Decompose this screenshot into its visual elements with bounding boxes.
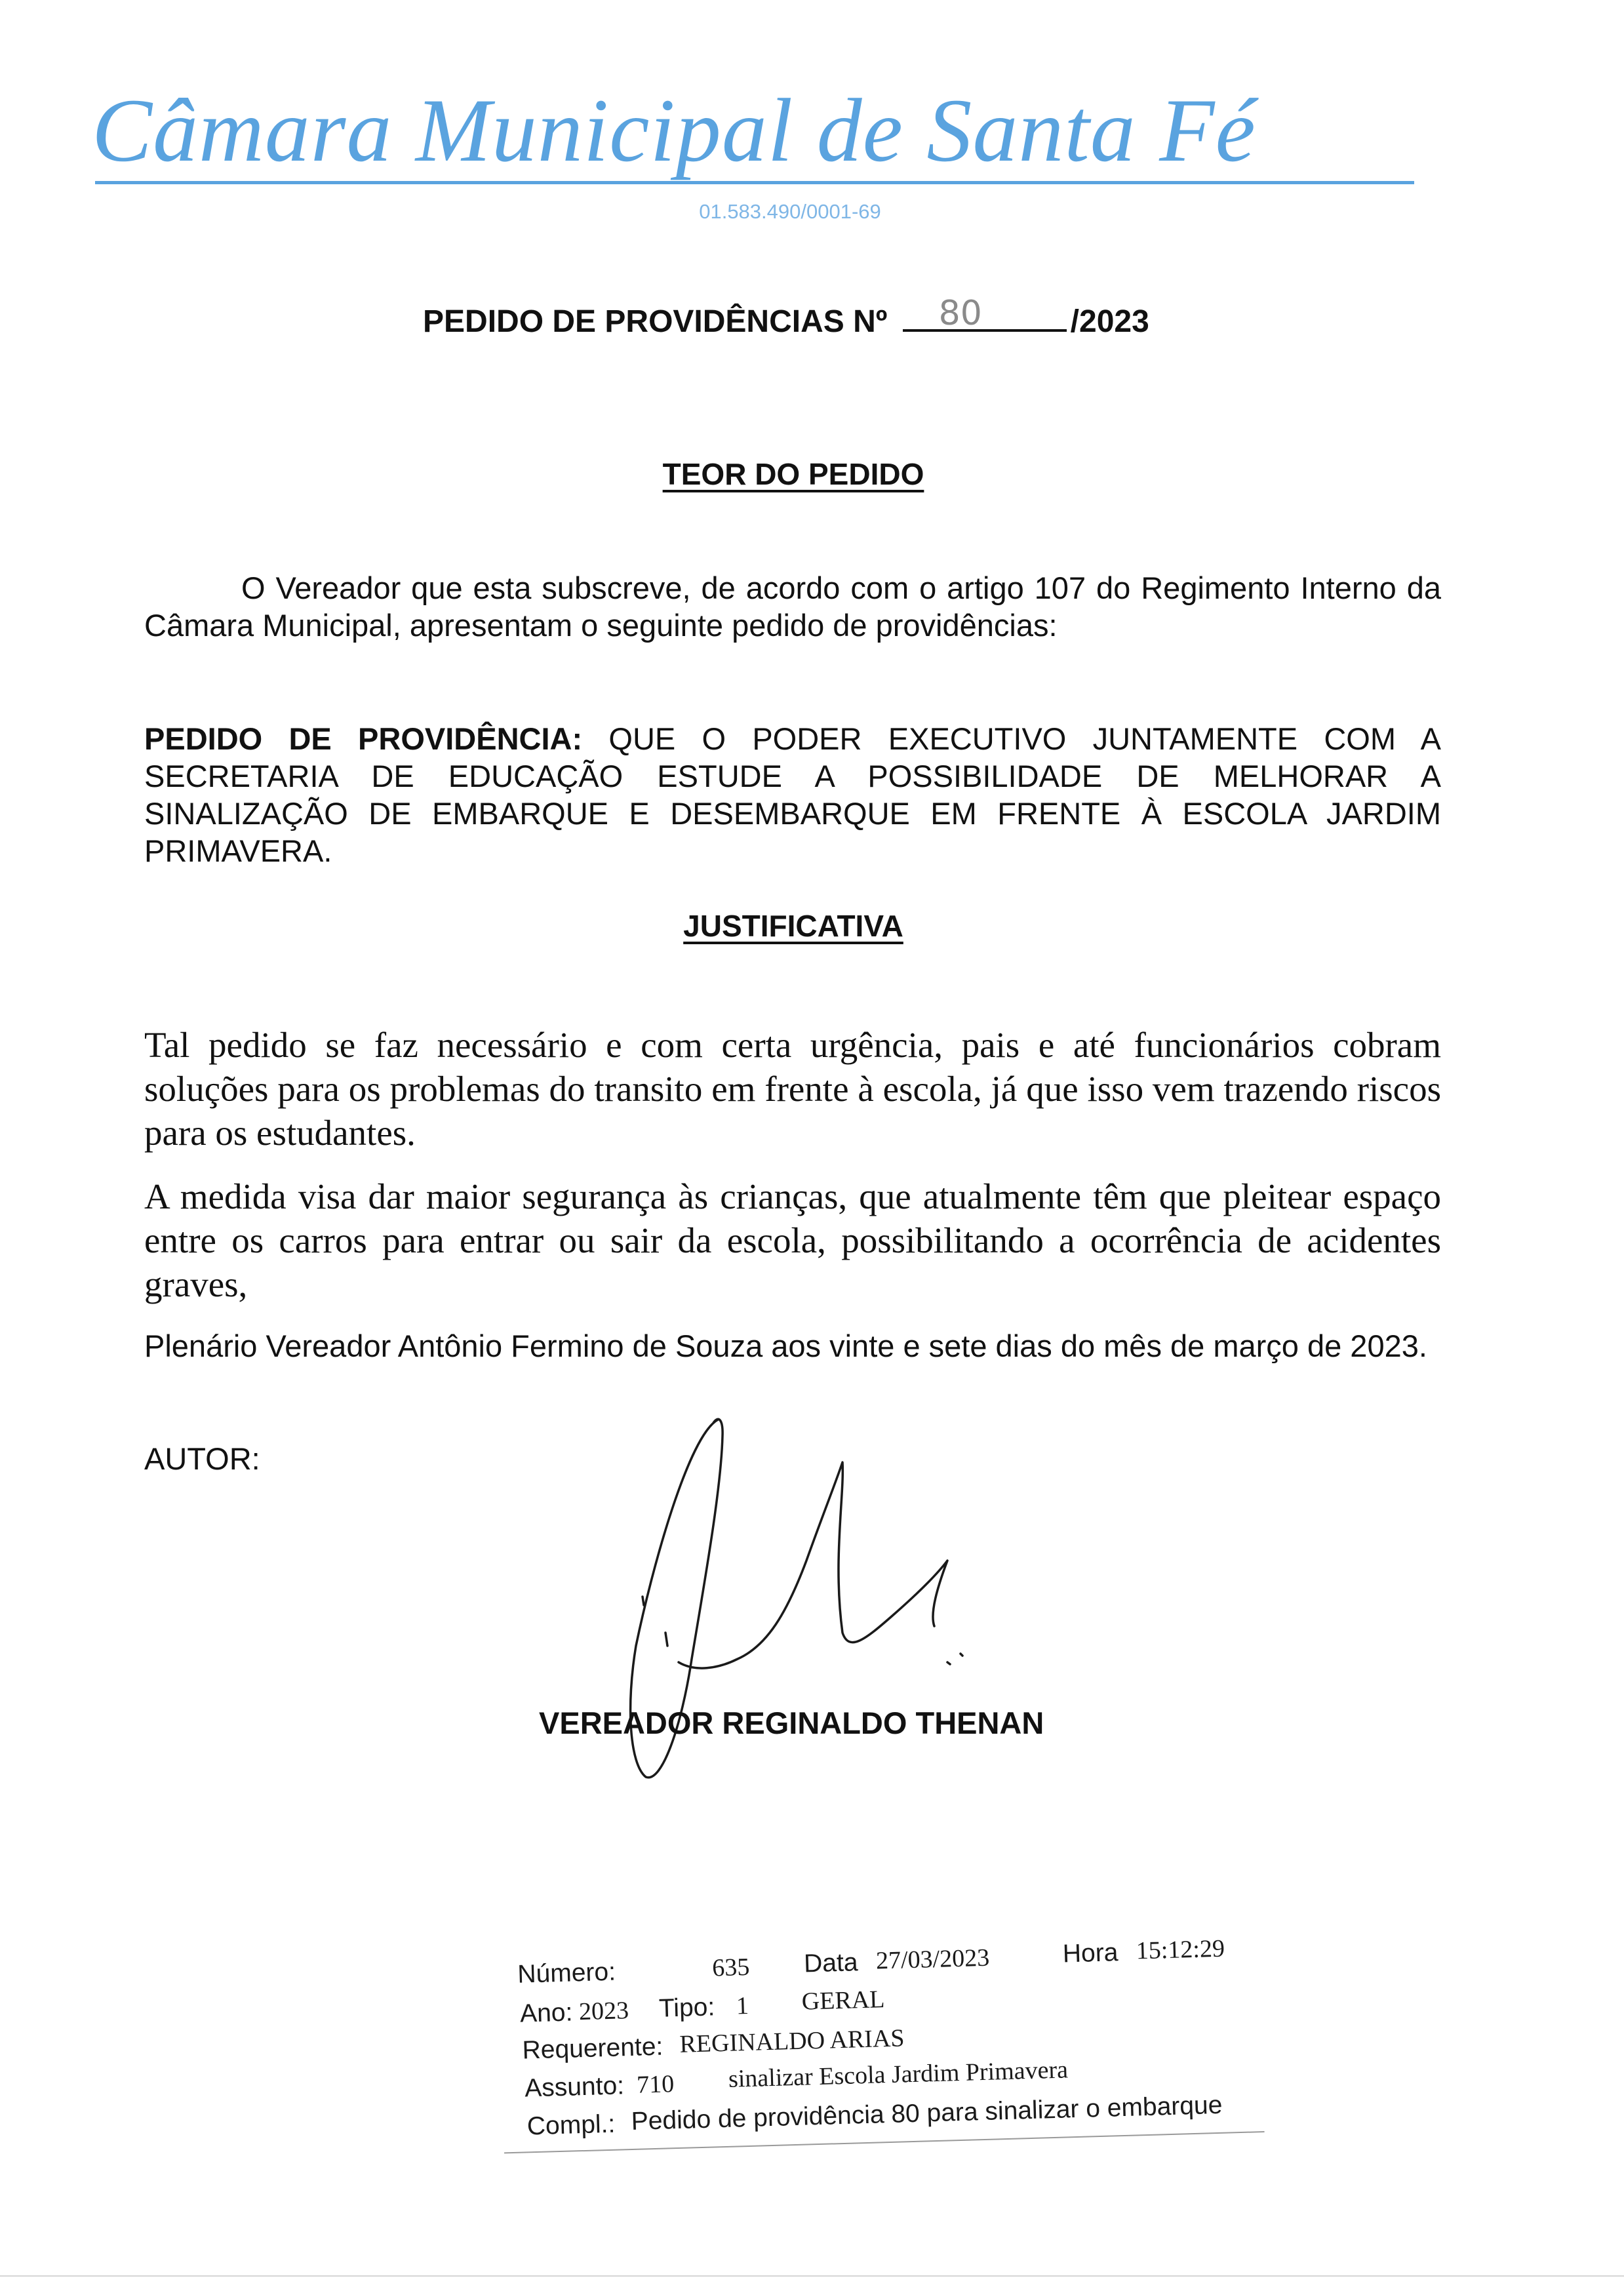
intro-paragraph: O Vereador que esta subscreve, de acordo com o artigo 107 do Regimento Interno da Câmara Municipal, apresentam o seguinte pedido de providências: bbox=[144, 570, 1441, 643]
signature-dot bbox=[961, 1654, 962, 1656]
stamp-compl-label: Compl.: bbox=[526, 2109, 616, 2141]
stamp-hora: 15:12:29 bbox=[1136, 1934, 1225, 1965]
stamp-numero: 635 bbox=[711, 1953, 750, 1982]
request-text: QUE O PODER EXECUTIVO JUNTAMENTE COM A SECRETARIA DE EDUCAÇÃO ESTUDE A POSSIBILIDADE DE MELHORAR A SINALIZAÇÃO DE EMBARQUE E DESEMBARQUE EM FRENTE À ESCOLA JARDIM PRIMAVERA. bbox=[144, 721, 1442, 868]
justificativa-heading: JUSTIFICATIVA bbox=[683, 909, 903, 943]
stamp-rule bbox=[504, 2131, 1265, 2153]
handwritten-number: 80 bbox=[938, 294, 982, 333]
document-title-prefix: PEDIDO DE PROVIDÊNCIAS Nº bbox=[423, 304, 888, 339]
protocol-stamp bbox=[511, 1919, 1304, 2163]
author-label: AUTOR: bbox=[144, 1441, 260, 1476]
signature-dot bbox=[665, 1633, 667, 1646]
stamp-assunto-label: Assunto: bbox=[524, 2071, 625, 2103]
request-paragraph bbox=[144, 720, 1441, 869]
stamp-data: 27/03/2023 bbox=[875, 1944, 990, 1975]
place-date-paragraph: Plenário Vereador Antônio Fermino de Souza aos vinte e sete dias do mês de março de 2023. bbox=[144, 1328, 1427, 1363]
signer-name: VEREADOR REGINALDO THENAN bbox=[539, 1706, 1044, 1740]
document-year: /2023 bbox=[1070, 304, 1149, 339]
letterhead-cnpj: 01.583.490/0001-69 bbox=[699, 200, 881, 223]
stamp-assunto-code: 710 bbox=[636, 2070, 675, 2099]
signature-dot bbox=[947, 1662, 950, 1664]
justification-paragraph-2: A medida visa dar maior segurança às crianças, que atualmente têm que pleitear espaço entre os carros para entrar ou sair da escola, possibilitando a ocorrência de acidentes graves, bbox=[144, 1176, 1441, 1304]
stamp-requerente: REGINALDO ARIAS bbox=[679, 2024, 905, 2058]
stamp-data-label: Data bbox=[803, 1948, 859, 1978]
stamp-hora-label: Hora bbox=[1062, 1938, 1119, 1968]
stamp-tipo-code: 1 bbox=[736, 1991, 749, 2020]
stamp-tipo-label: Tipo: bbox=[658, 1993, 715, 2023]
teor-heading: TEOR DO PEDIDO bbox=[662, 457, 924, 491]
request-label: PEDIDO DE PROVIDÊNCIA: bbox=[144, 721, 583, 756]
stamp-requerente-label: Requerente: bbox=[522, 2032, 663, 2065]
stamp-assunto: sinalizar Escola Jardim Primavera bbox=[728, 2056, 1069, 2093]
page-bottom-rule bbox=[0, 2275, 1624, 2277]
signature-dot bbox=[643, 1597, 644, 1605]
document-title bbox=[423, 294, 1149, 340]
stamp-ano: 2023 bbox=[578, 1997, 629, 2026]
stamp-tipo: GERAL bbox=[801, 1986, 885, 2016]
signature-stroke bbox=[679, 1462, 947, 1668]
letterhead-rule bbox=[95, 181, 1414, 184]
justification-paragraph-1: Tal pedido se faz necessário e com certa urgência, pais e até funcionários cobram soluções para os problemas do transito em frente à escola, já que isso vem trazendo riscos para os estudantes. bbox=[144, 1025, 1441, 1153]
stamp-ano-label: Ano: bbox=[519, 1998, 573, 2028]
stamp-compl: Pedido de providência 80 para sinalizar o embarque bbox=[631, 2090, 1223, 2136]
number-blank bbox=[903, 294, 1067, 333]
stamp-numero-label: Número: bbox=[517, 1957, 616, 1989]
letterhead-title: Câmara Municipal de Santa Fé bbox=[92, 80, 1256, 180]
